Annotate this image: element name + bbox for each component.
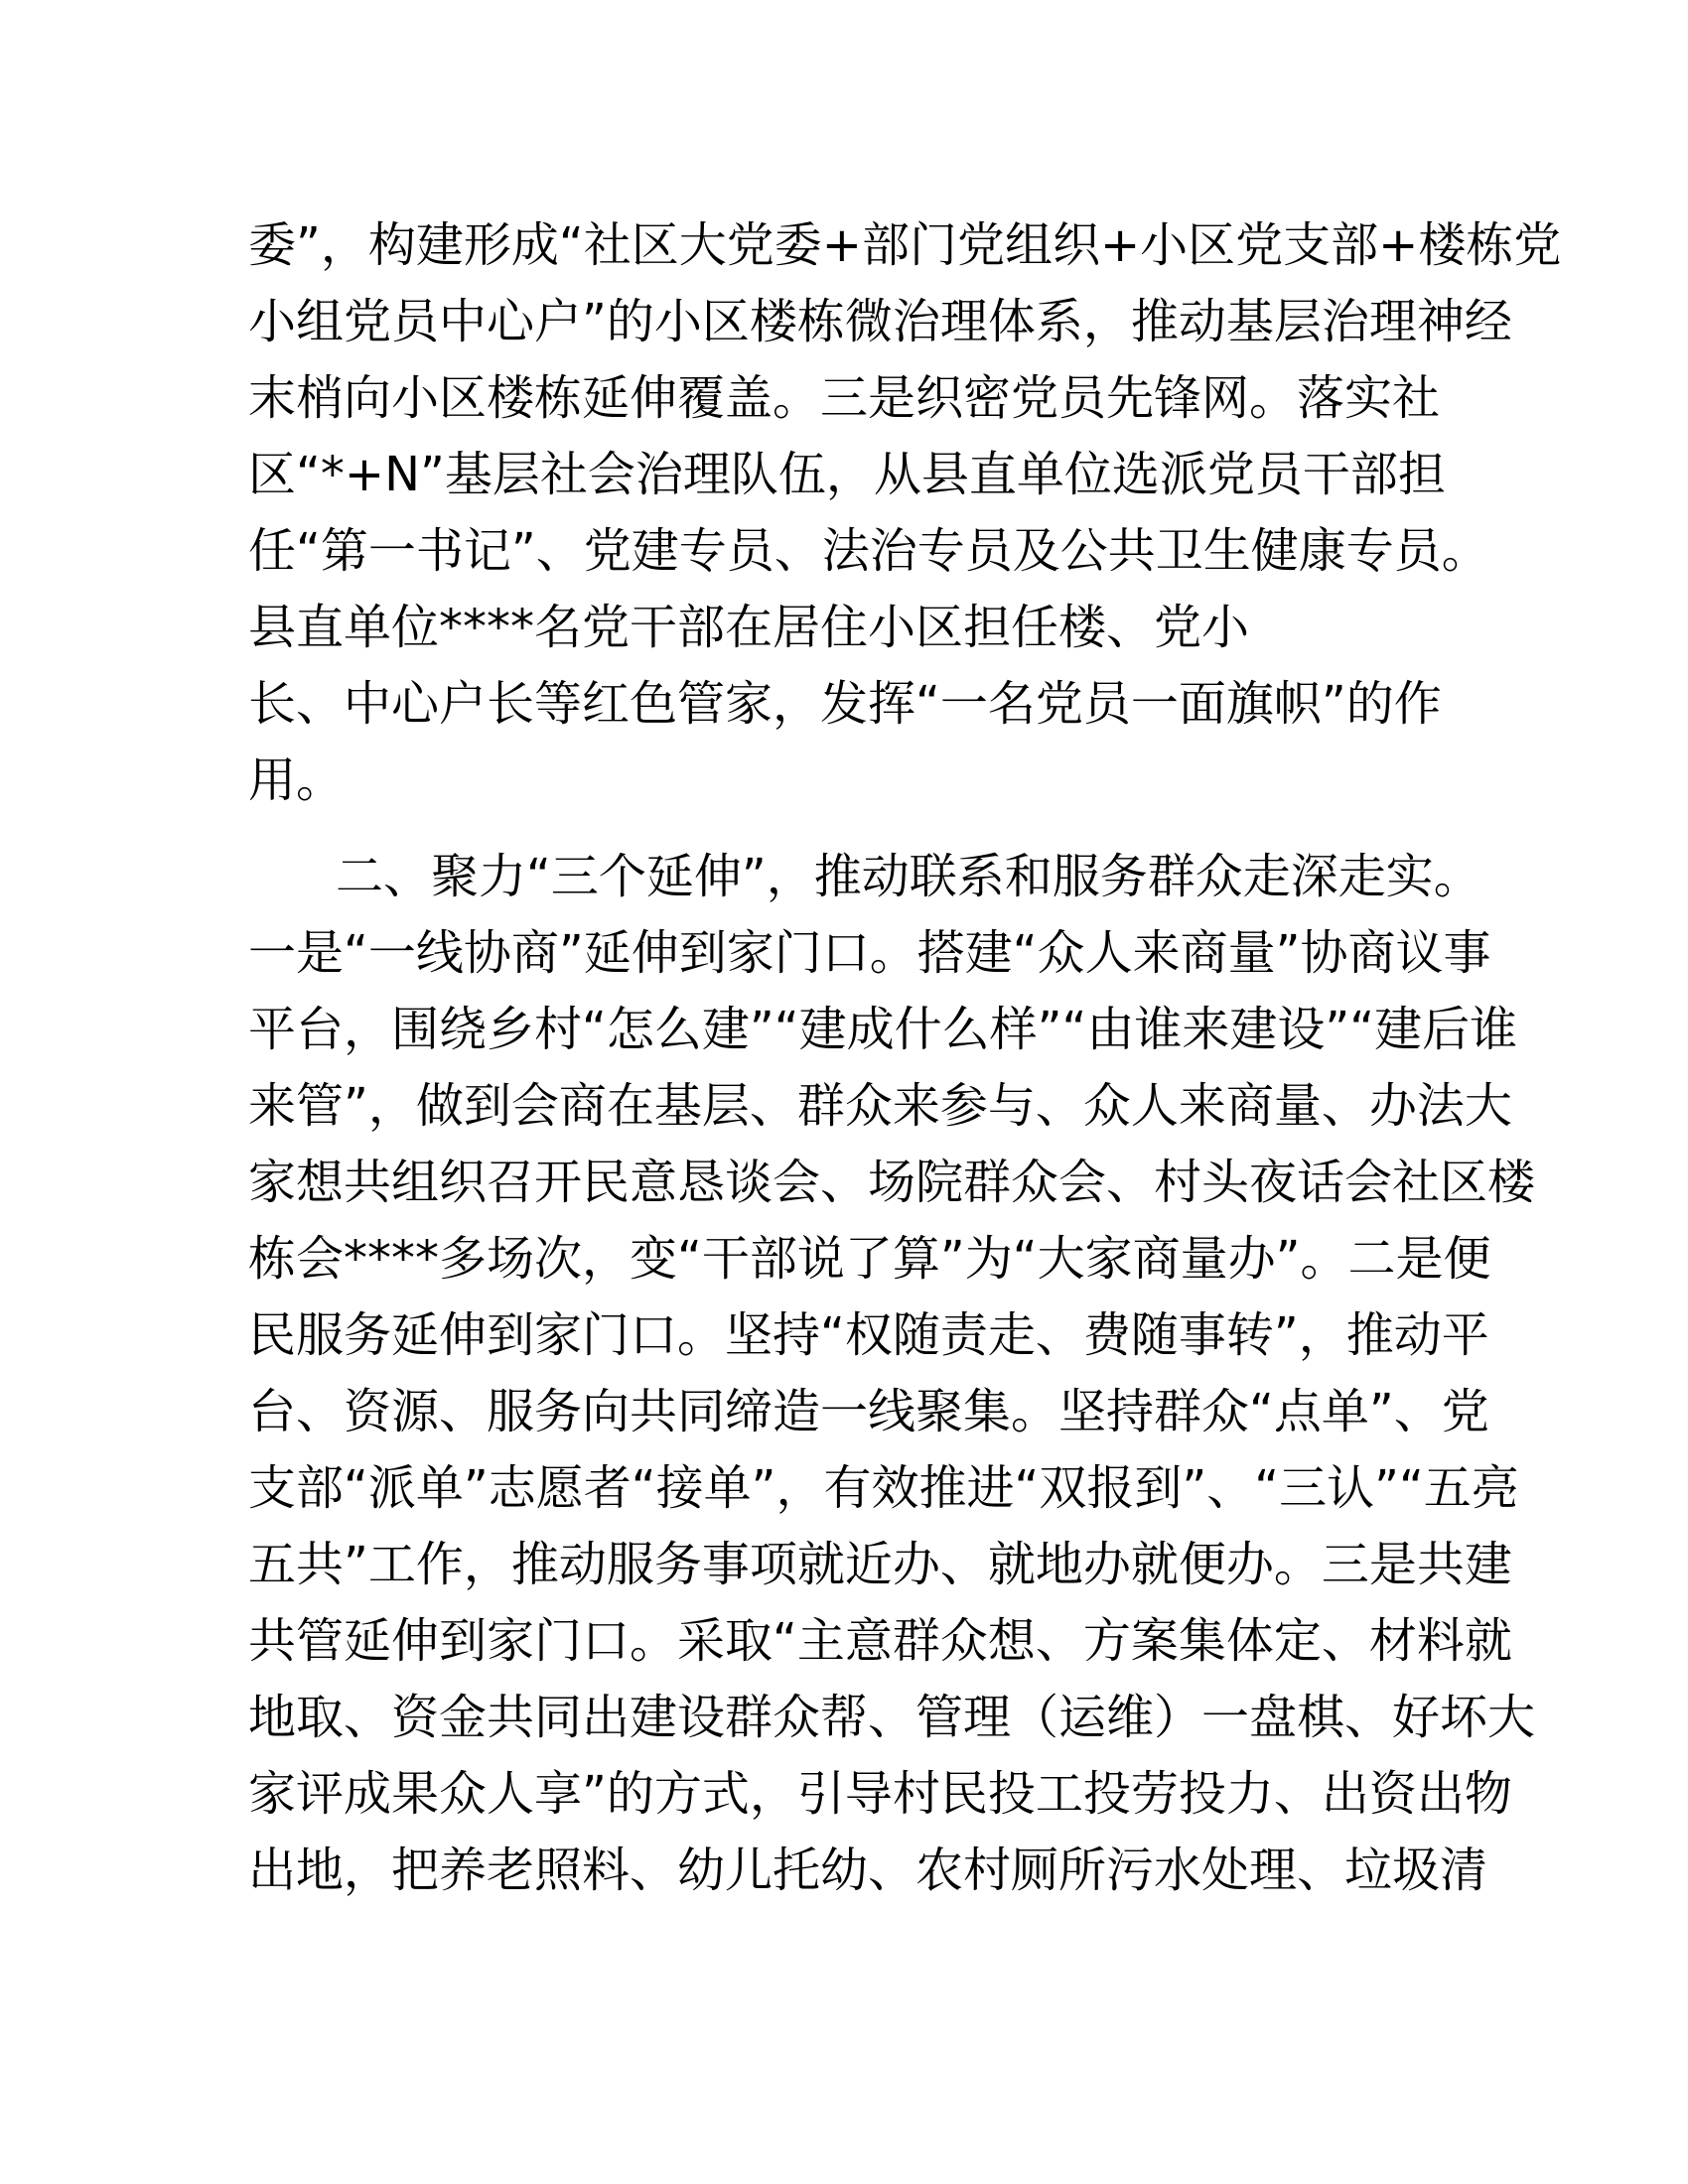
text-line: 地取、资金共同出建设群众帮、管理（运维）一盘棋、好坏大 [248,1690,1536,1745]
text-line: 台、资源、服务向共同缔造一线聚集。坚持群众“点单”、党 [248,1384,1489,1439]
text-line: 五共”工作，推动服务事项就近办、就地办就便办。三是共建 [248,1537,1512,1592]
text-line: 家想共组织召开民意恳谈会、场院群众会、村头夜话会社区楼 [248,1155,1536,1210]
text-line: 支部“派单”志愿者“接单”，有效推进“双报到”、“三认”“五亮 [248,1460,1519,1516]
text-line: 长、中心户长等红色管家，发挥“一名党员一面旗帜”的作 [248,676,1442,732]
text-line: 家评成果众人享”的方式，引导村民投工投劳投力、出资出物 [248,1766,1512,1822]
text-line: 平台，围绕乡村“怎么建”“建成什么样”“由谁来建设”“建后谁 [248,1002,1518,1057]
text-line: 共管延伸到家门口。采取“主意群众想、方案集体定、材料就 [248,1613,1512,1669]
text-line: 民服务延伸到家门口。坚持“权随责走、费随事转”，推动平 [248,1307,1489,1363]
text-line: 出地，把养老照料、幼儿托幼、农村厕所污水处理、垃圾清 [248,1843,1488,1898]
section-heading-line: 二、聚力“三个延伸”，推动联系和服务群众走深走实。 [336,849,1481,904]
text-line: 委”，构建形成“社区大党委+部门党组织+小区党支部+楼栋党 [248,217,1562,273]
text-line: 县直单位****名党干部在居住小区担任楼、党小 [248,600,1250,655]
text-line: 用。 [248,752,345,808]
text-line: 小组党员中心户”的小区楼栋微治理体系，推动基层治理神经 [248,294,1512,349]
text-line: 区“*+N”基层社会治理队伍，从县直单位选派党员干部担 [248,447,1446,502]
text-line: 来管”，做到会商在基层、群众来参与、众人来商量、办法大 [248,1078,1512,1134]
text-line: 一是“一线协商”延伸到家门口。搭建“众人来商量”协商议事 [248,925,1491,981]
text-line: 栋会****多场次，变“干部说了算”为“大家商量办”。二是便 [248,1231,1491,1287]
text-line: 任“第一书记”、党建专员、法治专员及公共卫生健康专员。 [248,523,1489,579]
text-line: 末梢向小区楼栋延伸覆盖。三是织密党员先锋网。落实社 [248,370,1441,426]
